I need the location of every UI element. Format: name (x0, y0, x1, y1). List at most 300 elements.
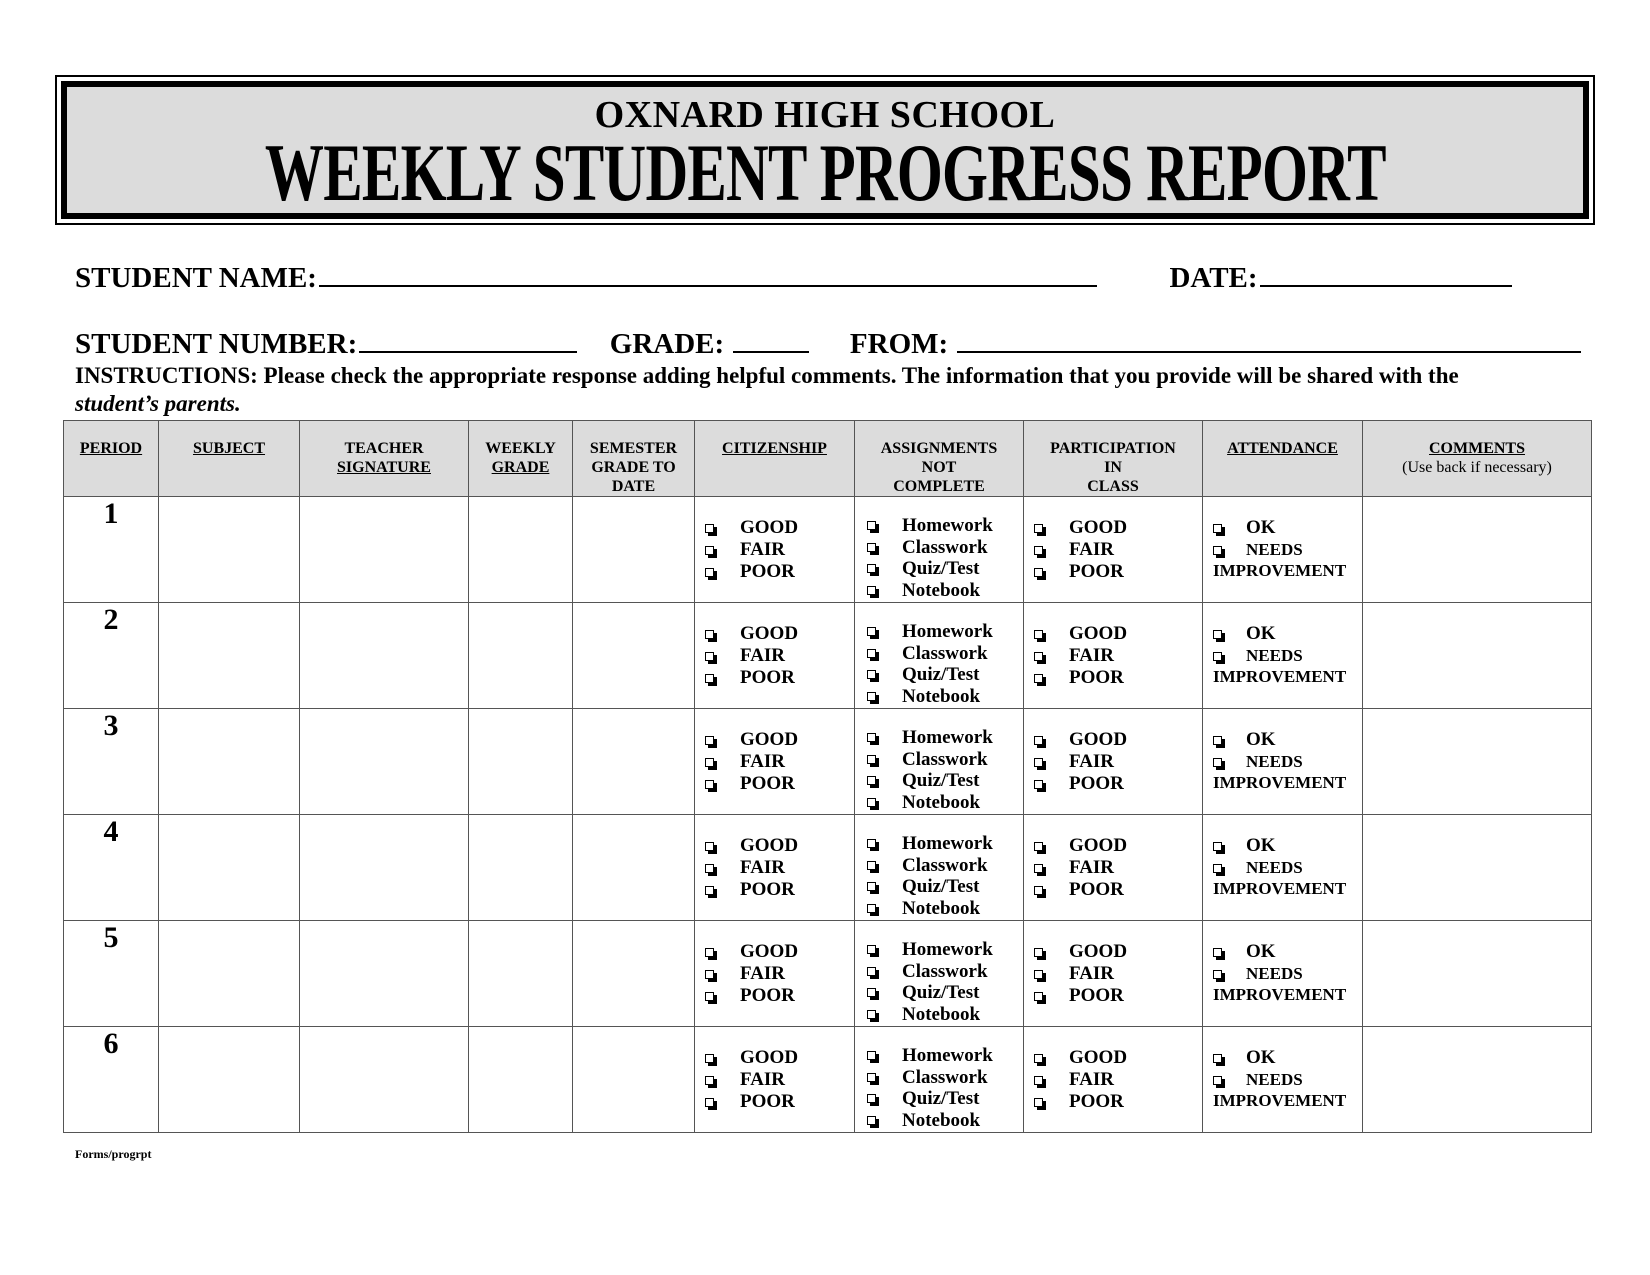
checkbox-icon[interactable] (1034, 970, 1043, 979)
assignment-quiz-label: Quiz/Test (902, 982, 980, 1003)
comments-cell[interactable] (1363, 1027, 1592, 1133)
participation-poor-option[interactable] (1034, 773, 1202, 795)
period-number: 4 (64, 815, 159, 921)
assignment-homework-label: Homework (902, 833, 993, 854)
participation-cell (1024, 603, 1203, 709)
checkbox-icon[interactable] (1034, 568, 1043, 577)
weekly-grade-cell[interactable] (469, 709, 573, 815)
citizenship-good-label: GOOD (740, 517, 799, 538)
checkbox-icon[interactable] (705, 780, 714, 789)
assignment-classwork-option[interactable] (867, 537, 1023, 559)
attendance-ok-label: OK (1246, 1047, 1276, 1068)
attendance-cell (1203, 497, 1363, 603)
student-name-field[interactable] (319, 263, 1097, 287)
checkbox-icon[interactable] (1034, 842, 1043, 851)
assignment-homework-option[interactable] (867, 939, 1023, 961)
report-title: WEEKLY STUDENT PROGRESS REPORT (264, 127, 1386, 218)
attendance-improvement-label: IMPROVEMENT (1213, 561, 1347, 580)
participation-good-label: GOOD (1069, 835, 1128, 856)
teacher-signature-cell[interactable] (300, 497, 469, 603)
participation-poor-label: POOR (1069, 985, 1124, 1006)
checkbox-icon[interactable] (705, 992, 714, 1001)
participation-fair-label: FAIR (1069, 645, 1115, 666)
assignment-homework-option[interactable] (867, 727, 1023, 749)
checkbox-icon[interactable] (1034, 736, 1043, 745)
from-field[interactable] (957, 329, 1581, 353)
checkbox-icon[interactable] (867, 839, 876, 848)
participation-cell (1024, 1027, 1203, 1133)
attendance-improvement-label: IMPROVEMENT (1213, 985, 1347, 1004)
teacher-signature-cell[interactable] (300, 921, 469, 1027)
citizenship-cell (695, 709, 855, 815)
attendance-cell (1203, 709, 1363, 815)
checkbox-icon[interactable] (867, 733, 876, 742)
checkbox-icon[interactable] (1213, 1054, 1222, 1063)
header-weekly-grade: WEEKLY GRADE (469, 421, 573, 497)
citizenship-good-option[interactable] (705, 835, 854, 857)
semester-grade-cell[interactable] (573, 921, 695, 1027)
attendance-ok-option[interactable] (1213, 835, 1362, 857)
checkbox-icon[interactable] (1213, 842, 1222, 851)
teacher-signature-cell[interactable] (300, 1027, 469, 1133)
school-name: OXNARD HIGH SCHOOL (594, 94, 1056, 136)
checkbox-icon[interactable] (1034, 758, 1043, 767)
checkbox-icon[interactable] (705, 546, 714, 555)
participation-good-option[interactable] (1034, 729, 1202, 751)
citizenship-good-option[interactable] (705, 1047, 854, 1069)
attendance-ok-option[interactable] (1213, 729, 1362, 751)
checkbox-icon[interactable] (867, 1010, 876, 1019)
citizenship-poor-option[interactable] (705, 879, 854, 901)
header-attendance: ATTENDANCE (1203, 421, 1363, 497)
checkbox-icon[interactable] (1034, 780, 1043, 789)
checkbox-icon[interactable] (1034, 1098, 1043, 1107)
citizenship-good-label: GOOD (740, 623, 799, 644)
attendance-ok-option[interactable] (1213, 941, 1362, 963)
assignment-homework-label: Homework (902, 515, 993, 536)
teacher-signature-cell[interactable] (300, 709, 469, 815)
header-subject: SUBJECT (159, 421, 300, 497)
attendance-ok-label: OK (1246, 623, 1276, 644)
assignments-cell (855, 1027, 1024, 1133)
assignment-homework-option[interactable] (867, 621, 1023, 643)
weekly-grade-cell[interactable] (469, 815, 573, 921)
assignment-classwork-option[interactable] (867, 961, 1023, 983)
participation-fair-option[interactable] (1034, 539, 1202, 561)
assignment-classwork-option[interactable] (867, 643, 1023, 665)
checkbox-icon[interactable] (867, 1116, 876, 1125)
weekly-grade-cell[interactable] (469, 1027, 573, 1133)
citizenship-poor-option[interactable] (705, 773, 854, 795)
checkbox-icon[interactable] (705, 758, 714, 767)
checkbox-icon[interactable] (867, 543, 876, 552)
checkbox-icon[interactable] (867, 649, 876, 658)
checkbox-icon[interactable] (1213, 546, 1222, 555)
checkbox-icon[interactable] (705, 674, 714, 683)
number-grade-from-row (75, 328, 1581, 361)
checkbox-icon[interactable] (1213, 864, 1222, 873)
semester-grade-cell[interactable] (573, 709, 695, 815)
participation-poor-label: POOR (1069, 879, 1124, 900)
checkbox-icon[interactable] (1034, 1076, 1043, 1085)
participation-fair-label: FAIR (1069, 857, 1115, 878)
checkbox-icon[interactable] (867, 945, 876, 954)
comments-cell[interactable] (1363, 603, 1592, 709)
citizenship-fair-option[interactable] (705, 857, 854, 879)
participation-fair-option[interactable] (1034, 963, 1202, 985)
assignment-homework-option[interactable] (867, 515, 1023, 537)
assignment-quiz-option[interactable] (867, 876, 1023, 898)
comments-cell[interactable] (1363, 921, 1592, 1027)
attendance-improvement-label: IMPROVEMENT (1213, 667, 1347, 686)
footer-form-id: Forms/progrpt (75, 1147, 152, 1161)
checkbox-icon[interactable] (867, 861, 876, 870)
citizenship-poor-label: POOR (740, 879, 795, 900)
table-row (64, 1027, 1592, 1133)
assignment-notebook-option[interactable] (867, 898, 1023, 920)
checkbox-icon[interactable] (705, 970, 714, 979)
participation-fair-option[interactable] (1034, 751, 1202, 773)
grade-field[interactable] (733, 329, 809, 353)
assignment-notebook-label: Notebook (902, 1003, 981, 1025)
table-header-row (64, 421, 1592, 497)
date-label: DATE: (1169, 262, 1258, 294)
checkbox-icon[interactable] (867, 521, 876, 530)
teacher-signature-cell[interactable] (300, 815, 469, 921)
teacher-signature-cell[interactable] (300, 603, 469, 709)
progress-table (63, 420, 1592, 1133)
checkbox-icon[interactable] (1034, 886, 1043, 895)
attendance-cell (1203, 815, 1363, 921)
checkbox-icon[interactable] (1034, 948, 1043, 957)
assignment-notebook-label: Notebook (902, 897, 981, 919)
header-teacher-signature: TEACHER SIGNATURE (300, 421, 469, 497)
checkbox-icon[interactable] (705, 652, 714, 661)
participation-cell (1024, 921, 1203, 1027)
checkbox-icon[interactable] (1213, 758, 1222, 767)
assignment-quiz-option[interactable] (867, 770, 1023, 792)
attendance-ok-label: OK (1246, 729, 1276, 750)
citizenship-fair-option[interactable] (705, 645, 854, 667)
from-label: FROM: (849, 328, 949, 360)
attendance-needs-label: NEEDS (1246, 1070, 1303, 1089)
participation-fair-option[interactable] (1034, 857, 1202, 879)
comments-cell[interactable] (1363, 497, 1592, 603)
citizenship-fair-label: FAIR (740, 1069, 786, 1090)
assignment-quiz-label: Quiz/Test (902, 1088, 980, 1109)
semester-grade-cell[interactable] (573, 815, 695, 921)
attendance-needs-option[interactable] (1213, 645, 1362, 667)
semester-grade-cell[interactable] (573, 603, 695, 709)
assignment-homework-option[interactable] (867, 1045, 1023, 1067)
checkbox-icon[interactable] (867, 904, 876, 913)
checkbox-icon[interactable] (1034, 674, 1043, 683)
assignments-cell (855, 815, 1024, 921)
citizenship-poor-option[interactable] (705, 1091, 854, 1113)
header-period: PERIOD (64, 421, 159, 497)
checkbox-icon[interactable] (867, 1051, 876, 1060)
citizenship-cell (695, 1027, 855, 1133)
participation-fair-option[interactable] (1034, 1069, 1202, 1091)
assignment-classwork-label: Classwork (902, 748, 988, 770)
citizenship-poor-label: POOR (740, 1091, 795, 1112)
checkbox-icon[interactable] (1213, 970, 1222, 979)
attendance-needs-option[interactable] (1213, 1069, 1362, 1091)
table-row (64, 497, 1592, 603)
checkbox-icon[interactable] (1213, 630, 1222, 639)
citizenship-fair-option[interactable] (705, 539, 854, 561)
checkbox-icon[interactable] (867, 755, 876, 764)
title-banner (55, 75, 1595, 225)
checkbox-icon[interactable] (1213, 524, 1222, 533)
period-number: 2 (64, 603, 159, 709)
citizenship-fair-label: FAIR (740, 857, 786, 878)
citizenship-poor-label: POOR (740, 985, 795, 1006)
period-number: 5 (64, 921, 159, 1027)
participation-fair-label: FAIR (1069, 963, 1115, 984)
citizenship-poor-option[interactable] (705, 667, 854, 689)
citizenship-good-option[interactable] (705, 517, 854, 539)
participation-good-option[interactable] (1034, 941, 1202, 963)
attendance-improvement-label: IMPROVEMENT (1213, 773, 1347, 792)
citizenship-cell (695, 815, 855, 921)
participation-cell (1024, 815, 1203, 921)
attendance-needs-label: NEEDS (1246, 646, 1303, 665)
participation-poor-option[interactable] (1034, 561, 1202, 583)
header-comments: COMMENTS (Use back if necessary) (1363, 421, 1592, 497)
assignment-classwork-label: Classwork (902, 960, 988, 982)
checkbox-icon[interactable] (867, 564, 876, 573)
assignment-notebook-option[interactable] (867, 580, 1023, 602)
participation-poor-option[interactable] (1034, 1091, 1202, 1113)
checkbox-icon[interactable] (1213, 736, 1222, 745)
assignment-homework-label: Homework (902, 939, 993, 960)
header-semester-grade: SEMESTER GRADE TO DATE (573, 421, 695, 497)
citizenship-good-label: GOOD (740, 729, 799, 750)
participation-poor-label: POOR (1069, 667, 1124, 688)
citizenship-fair-label: FAIR (740, 645, 786, 666)
subject-cell[interactable] (159, 815, 300, 921)
checkbox-icon[interactable] (705, 1054, 714, 1063)
participation-cell (1024, 709, 1203, 815)
checkbox-icon[interactable] (705, 842, 714, 851)
checkbox-icon[interactable] (705, 948, 714, 957)
citizenship-good-option[interactable] (705, 941, 854, 963)
attendance-ok-option[interactable] (1213, 517, 1362, 539)
citizenship-fair-label: FAIR (740, 751, 786, 772)
checkbox-icon[interactable] (1034, 630, 1043, 639)
assignments-cell (855, 921, 1024, 1027)
checkbox-icon[interactable] (867, 627, 876, 636)
semester-grade-cell[interactable] (573, 497, 695, 603)
attendance-ok-label: OK (1246, 941, 1276, 962)
citizenship-fair-option[interactable] (705, 1069, 854, 1091)
checkbox-icon[interactable] (1213, 948, 1222, 957)
instructions (75, 362, 1575, 418)
participation-fair-label: FAIR (1069, 539, 1115, 560)
attendance-needs-option[interactable] (1213, 963, 1362, 985)
attendance-ok-option[interactable] (1213, 1047, 1362, 1069)
student-name-label: STUDENT NAME: (75, 262, 317, 294)
citizenship-cell (695, 603, 855, 709)
participation-fair-label: FAIR (1069, 751, 1115, 772)
participation-good-option[interactable] (1034, 517, 1202, 539)
citizenship-poor-label: POOR (740, 773, 795, 794)
checkbox-icon[interactable] (1034, 1054, 1043, 1063)
citizenship-fair-label: FAIR (740, 539, 786, 560)
assignment-quiz-option[interactable] (867, 558, 1023, 580)
citizenship-good-label: GOOD (740, 1047, 799, 1068)
participation-poor-option[interactable] (1034, 667, 1202, 689)
checkbox-icon[interactable] (705, 886, 714, 895)
checkbox-icon[interactable] (1034, 524, 1043, 533)
participation-poor-label: POOR (1069, 773, 1124, 794)
assignment-notebook-label: Notebook (902, 791, 981, 813)
checkbox-icon[interactable] (705, 524, 714, 533)
citizenship-good-label: GOOD (740, 835, 799, 856)
citizenship-good-option[interactable] (705, 623, 854, 645)
checkbox-icon[interactable] (705, 1098, 714, 1107)
assignment-notebook-label: Notebook (902, 579, 981, 601)
assignment-quiz-option[interactable] (867, 664, 1023, 686)
attendance-needs-label: NEEDS (1246, 540, 1303, 559)
citizenship-fair-option[interactable] (705, 751, 854, 773)
assignment-notebook-option[interactable] (867, 792, 1023, 814)
participation-poor-label: POOR (1069, 561, 1124, 582)
assignment-homework-option[interactable] (867, 833, 1023, 855)
participation-good-option[interactable] (1034, 835, 1202, 857)
participation-poor-label: POOR (1069, 1091, 1124, 1112)
checkbox-icon[interactable] (867, 798, 876, 807)
checkbox-icon[interactable] (1213, 1076, 1222, 1085)
participation-poor-option[interactable] (1034, 985, 1202, 1007)
participation-fair-option[interactable] (1034, 645, 1202, 667)
checkbox-icon[interactable] (867, 967, 876, 976)
participation-good-option[interactable] (1034, 1047, 1202, 1069)
subject-cell[interactable] (159, 1027, 300, 1133)
period-number: 1 (64, 497, 159, 603)
assignment-homework-label: Homework (902, 727, 993, 748)
checkbox-icon[interactable] (705, 630, 714, 639)
name-date-row (75, 262, 1565, 295)
attendance-improvement-label: IMPROVEMENT (1213, 1091, 1347, 1110)
assignment-classwork-option[interactable] (867, 749, 1023, 771)
checkbox-icon[interactable] (867, 882, 876, 891)
table-row (64, 815, 1592, 921)
date-field[interactable] (1260, 263, 1512, 287)
student-number-field[interactable] (359, 329, 577, 353)
participation-good-option[interactable] (1034, 623, 1202, 645)
assignments-cell (855, 709, 1024, 815)
weekly-grade-cell[interactable] (469, 603, 573, 709)
grade-label: GRADE: (609, 328, 725, 360)
checkbox-icon[interactable] (867, 692, 876, 701)
subject-cell[interactable] (159, 497, 300, 603)
instructions-italic: student’s parents. (75, 391, 241, 416)
participation-good-label: GOOD (1069, 941, 1128, 962)
attendance-needs-option[interactable] (1213, 751, 1362, 773)
citizenship-poor-option[interactable] (705, 561, 854, 583)
checkbox-icon[interactable] (1034, 652, 1043, 661)
checkbox-icon[interactable] (705, 1076, 714, 1085)
assignment-notebook-option[interactable] (867, 1004, 1023, 1026)
student-number-label: STUDENT NUMBER: (75, 328, 358, 360)
checkbox-icon[interactable] (867, 988, 876, 997)
subject-cell[interactable] (159, 921, 300, 1027)
semester-grade-cell[interactable] (573, 1027, 695, 1133)
weekly-grade-cell[interactable] (469, 921, 573, 1027)
attendance-ok-label: OK (1246, 517, 1276, 538)
comments-cell[interactable] (1363, 815, 1592, 921)
comments-cell[interactable] (1363, 709, 1592, 815)
subject-cell[interactable] (159, 709, 300, 815)
checkbox-icon[interactable] (867, 1073, 876, 1082)
assignment-notebook-label: Notebook (902, 1109, 981, 1131)
assignment-classwork-label: Classwork (902, 642, 988, 664)
assignment-classwork-option[interactable] (867, 855, 1023, 877)
assignment-classwork-label: Classwork (902, 1066, 988, 1088)
attendance-ok-label: OK (1246, 835, 1276, 856)
attendance-improvement-label: IMPROVEMENT (1213, 879, 1347, 898)
checkbox-icon[interactable] (705, 568, 714, 577)
participation-fair-label: FAIR (1069, 1069, 1115, 1090)
assignment-notebook-option[interactable] (867, 686, 1023, 708)
checkbox-icon[interactable] (1034, 864, 1043, 873)
checkbox-icon[interactable] (705, 864, 714, 873)
attendance-needs-label: NEEDS (1246, 964, 1303, 983)
assignment-notebook-option[interactable] (867, 1110, 1023, 1132)
assignment-classwork-label: Classwork (902, 854, 988, 876)
attendance-cell (1203, 603, 1363, 709)
checkbox-icon[interactable] (867, 776, 876, 785)
attendance-ok-option[interactable] (1213, 623, 1362, 645)
checkbox-icon[interactable] (1213, 652, 1222, 661)
assignment-quiz-option[interactable] (867, 982, 1023, 1004)
assignment-homework-label: Homework (902, 621, 993, 642)
attendance-needs-option[interactable] (1213, 539, 1362, 561)
header-participation: PARTICIPATION IN CLASS (1024, 421, 1203, 497)
citizenship-fair-option[interactable] (705, 963, 854, 985)
assignment-quiz-option[interactable] (867, 1088, 1023, 1110)
checkbox-icon[interactable] (705, 736, 714, 745)
assignment-classwork-option[interactable] (867, 1067, 1023, 1089)
participation-good-label: GOOD (1069, 729, 1128, 750)
table-row (64, 709, 1592, 815)
citizenship-fair-label: FAIR (740, 963, 786, 984)
assignment-quiz-label: Quiz/Test (902, 876, 980, 897)
attendance-cell (1203, 921, 1363, 1027)
checkbox-icon[interactable] (1034, 546, 1043, 555)
weekly-grade-cell[interactable] (469, 497, 573, 603)
participation-poor-option[interactable] (1034, 879, 1202, 901)
checkbox-icon[interactable] (867, 1094, 876, 1103)
assignments-cell (855, 603, 1024, 709)
assignment-notebook-label: Notebook (902, 685, 981, 707)
attendance-needs-label: NEEDS (1246, 858, 1303, 877)
attendance-needs-option[interactable] (1213, 857, 1362, 879)
attendance-needs-label: NEEDS (1246, 752, 1303, 771)
citizenship-poor-option[interactable] (705, 985, 854, 1007)
checkbox-icon[interactable] (867, 670, 876, 679)
header-citizenship: CITIZENSHIP (695, 421, 855, 497)
subject-cell[interactable] (159, 603, 300, 709)
citizenship-good-option[interactable] (705, 729, 854, 751)
checkbox-icon[interactable] (867, 586, 876, 595)
checkbox-icon[interactable] (1034, 992, 1043, 1001)
period-number: 6 (64, 1027, 159, 1133)
citizenship-poor-label: POOR (740, 561, 795, 582)
citizenship-cell (695, 497, 855, 603)
